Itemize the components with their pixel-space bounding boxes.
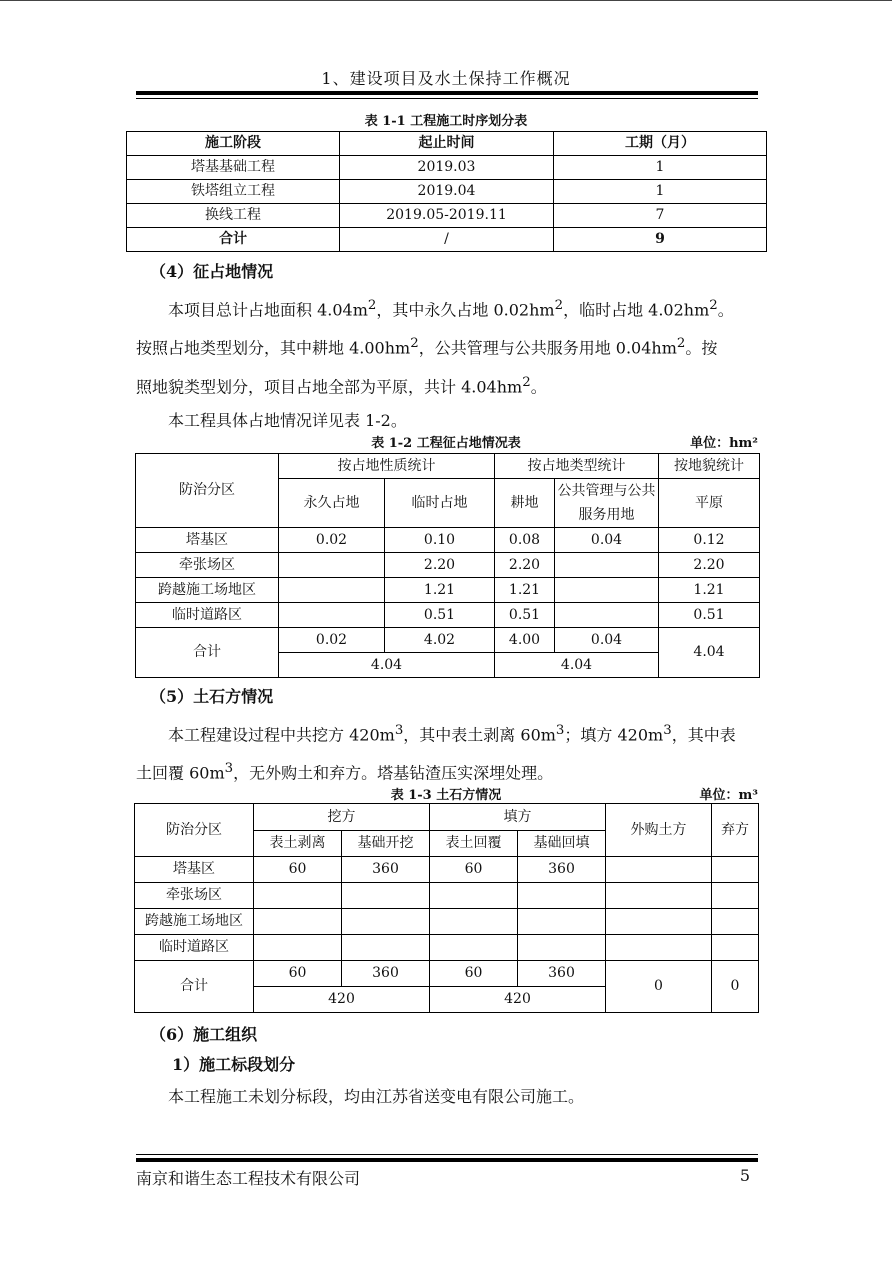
table3-total-cell: 360 [342,961,430,987]
table3-row [135,909,759,935]
table1-header-cell: 工期（月） [554,132,767,156]
table3-total-row [135,961,759,987]
table2-cell: 0.04 [555,528,659,553]
table1-cell: 2019.04 [340,180,554,204]
table2-cell: 0.51 [385,603,495,628]
table3-cell [342,883,430,909]
table2-cell: 跨越施工场地区 [136,578,279,603]
table3-sum-cell: 420 [430,987,606,1013]
page-header-title: 1、建设项目及水土保持工作概况 [321,69,571,88]
footer-company: 南京和谐生态工程技术有限公司 [136,1169,361,1188]
table1-row [127,180,767,204]
header-rule-thick [136,91,758,95]
table3-total-label: 合计 [135,961,254,1013]
table2-total-label: 合计 [136,628,279,678]
table3-cell [342,909,430,935]
table3-row [135,857,759,883]
table2-nature-header: 按占地性质统计 [279,454,495,479]
table3-row [135,883,759,909]
table2-cell: 0.51 [495,603,555,628]
header-rule-thin [136,98,758,99]
table2-sum-cell: 4.04 [495,653,659,678]
section-6-paragraph: 本工程施工未划分标段，均由江苏省送变电有限公司施工。 [168,1087,585,1106]
table3-cell: 360 [518,857,606,883]
table3-cell: 360 [342,857,430,883]
table3-cell: 跨越施工场地区 [135,909,254,935]
table2-unit: 单位：hm² [690,436,758,451]
table1-cell: 1 [554,156,767,180]
table3-zone-header: 防治分区 [135,804,254,857]
section-5-paragraph [136,714,758,791]
table1 [126,131,767,252]
table1-caption: 表 1-1 工程施工时序划分表 [364,114,528,129]
table2-total-cell: 4.02 [385,628,495,653]
table1-cell: 2019.03 [340,156,554,180]
table2-cell: 2.20 [495,553,555,578]
table1-cell: 换线工程 [127,204,340,228]
table2-temp-header: 临时占地 [385,479,495,528]
table2-row [136,578,760,603]
table2-cell [555,603,659,628]
table3-cell [254,883,342,909]
table3-cell [518,883,606,909]
table1-total-row [127,228,767,252]
table3-cell: 临时道路区 [135,935,254,961]
table3-cell [712,935,759,961]
table1-header-cell: 起止时间 [340,132,554,156]
table1-total-cell: / [340,228,554,252]
table2-cell [555,553,659,578]
table2-perm-header: 永久占地 [279,479,385,528]
table1-cell: 2019.05-2019.11 [340,204,554,228]
table2-cell: 2.20 [659,553,760,578]
table3 [134,803,759,1013]
table2-cell: 塔基区 [136,528,279,553]
table3-total-cell: 60 [254,961,342,987]
footer-page-number: 5 [739,1166,750,1185]
table2-cell: 1.21 [495,578,555,603]
table3-cell: 60 [430,857,518,883]
table2-cell [279,578,385,603]
table1-total-cell: 9 [554,228,767,252]
table2-caption: 表 1-2 工程征占地情况表 [371,436,521,451]
table2-total-cell: 0.02 [279,628,385,653]
table2 [135,453,760,678]
table2-total-row [136,628,760,653]
table1-cell: 铁塔组立工程 [127,180,340,204]
para-line: 土回覆 $60m^3$，无外购土和弃方。塔基钻渣压实深埋处理。 [136,761,554,783]
table3-cell [254,909,342,935]
table3-cell [518,935,606,961]
table3-cell [430,883,518,909]
table3-sum-cell: 420 [254,987,430,1013]
table3-total-cell: 0 [606,961,712,1013]
table1-total-cell: 合计 [127,228,340,252]
footer-rule-thin [136,1154,758,1155]
table2-cell [279,603,385,628]
table2-plain-header: 平原 [659,479,760,528]
table2-cell: 牵张场区 [136,553,279,578]
table3-backfill-header: 基础回填 [518,831,606,857]
table3-cell [430,909,518,935]
section-4-paragraph [136,289,758,438]
table3-cell [606,935,712,961]
table2-public-header: 公共管理与公共服务用地 [555,479,659,528]
section-5-heading: （5）土石方情况 [150,687,274,706]
table3-cell [518,909,606,935]
table2-cell: 0.12 [659,528,760,553]
table2-row [136,528,760,553]
table3-cell [606,909,712,935]
table3-cell [430,935,518,961]
table3-cell [712,857,759,883]
table2-cell: 临时道路区 [136,603,279,628]
table2-farm-header: 耕地 [495,479,555,528]
table3-row [135,935,759,961]
table3-total-cell: 60 [430,961,518,987]
table1-cell: 塔基基础工程 [127,156,340,180]
table2-row [136,553,760,578]
table3-cell [342,935,430,961]
section-4-heading: （4）征占地情况 [150,262,274,281]
table3-total-cell: 360 [518,961,606,987]
table3-waste-header: 弃方 [712,804,759,857]
table2-landform-header: 按地貌统计 [659,454,760,479]
table2-total-cell: 4.04 [659,628,760,678]
table3-buy-header: 外购土方 [606,804,712,857]
table2-total-cell: 4.00 [495,628,555,653]
table2-cell: 0.02 [279,528,385,553]
table3-cut-header: 挖方 [254,804,430,831]
table2-cell [555,578,659,603]
table2-cell [279,553,385,578]
table1-row [127,204,767,228]
para-line: 照地貌类型划分，项目占地全部为平原，共计 $4.04hm^2$。 [136,374,547,396]
table3-unit: 单位：m³ [699,788,758,803]
table2-zone-header: 防治分区 [136,454,279,528]
table3-cell [712,883,759,909]
table2-cell: 0.08 [495,528,555,553]
para-line: 本工程建设过程中共挖方 $420m^3$，其中表土剥离 $60m^3$；填方 $420m^3$，其中表 [168,723,736,745]
table3-excav-header: 基础开挖 [342,831,430,857]
table1-cell: 7 [554,204,767,228]
table2-type-header: 按占地类型统计 [495,454,659,479]
table3-cell: 牵张场区 [135,883,254,909]
footer-rule-thick [136,1158,758,1162]
section-6-heading: （6）施工组织 [150,1025,258,1044]
table1-header-row [127,132,767,156]
section-6-1-heading: 1）施工标段划分 [172,1055,296,1074]
table2-cell: 0.10 [385,528,495,553]
table2-cell: 1.21 [659,578,760,603]
table3-cell [606,883,712,909]
table3-cover-header: 表土回覆 [430,831,518,857]
table2-row [136,603,760,628]
para-line: 按照占地类型划分，其中耕地 $4.00hm^2$，公共管理与公共服务用地 $0.04hm^2$。按 [136,336,718,358]
table3-cell: 60 [254,857,342,883]
para-line: 本工程具体占地情况详见表 1-2。 [168,410,407,430]
table1-cell: 1 [554,180,767,204]
page-top-border [0,0,892,1]
table3-cell [254,935,342,961]
table3-cell [606,857,712,883]
table3-caption: 表 1-3 土石方情况 [390,788,502,803]
table3-cell [712,909,759,935]
table2-cell: 0.51 [659,603,760,628]
para-line: 本项目总计占地面积 $4.04m^2$，其中永久占地 $0.02hm^2$，临时占地 $4.02hm^2$。 [168,298,734,320]
table2-total-cell: 0.04 [555,628,659,653]
table3-strip-header: 表土剥离 [254,831,342,857]
table3-total-cell: 0 [712,961,759,1013]
table3-cell: 塔基区 [135,857,254,883]
table2-cell: 2.20 [385,553,495,578]
table2-sum-cell: 4.04 [279,653,495,678]
table3-fill-header: 填方 [430,804,606,831]
table2-cell: 1.21 [385,578,495,603]
table1-header-cell: 施工阶段 [127,132,340,156]
table1-row [127,156,767,180]
